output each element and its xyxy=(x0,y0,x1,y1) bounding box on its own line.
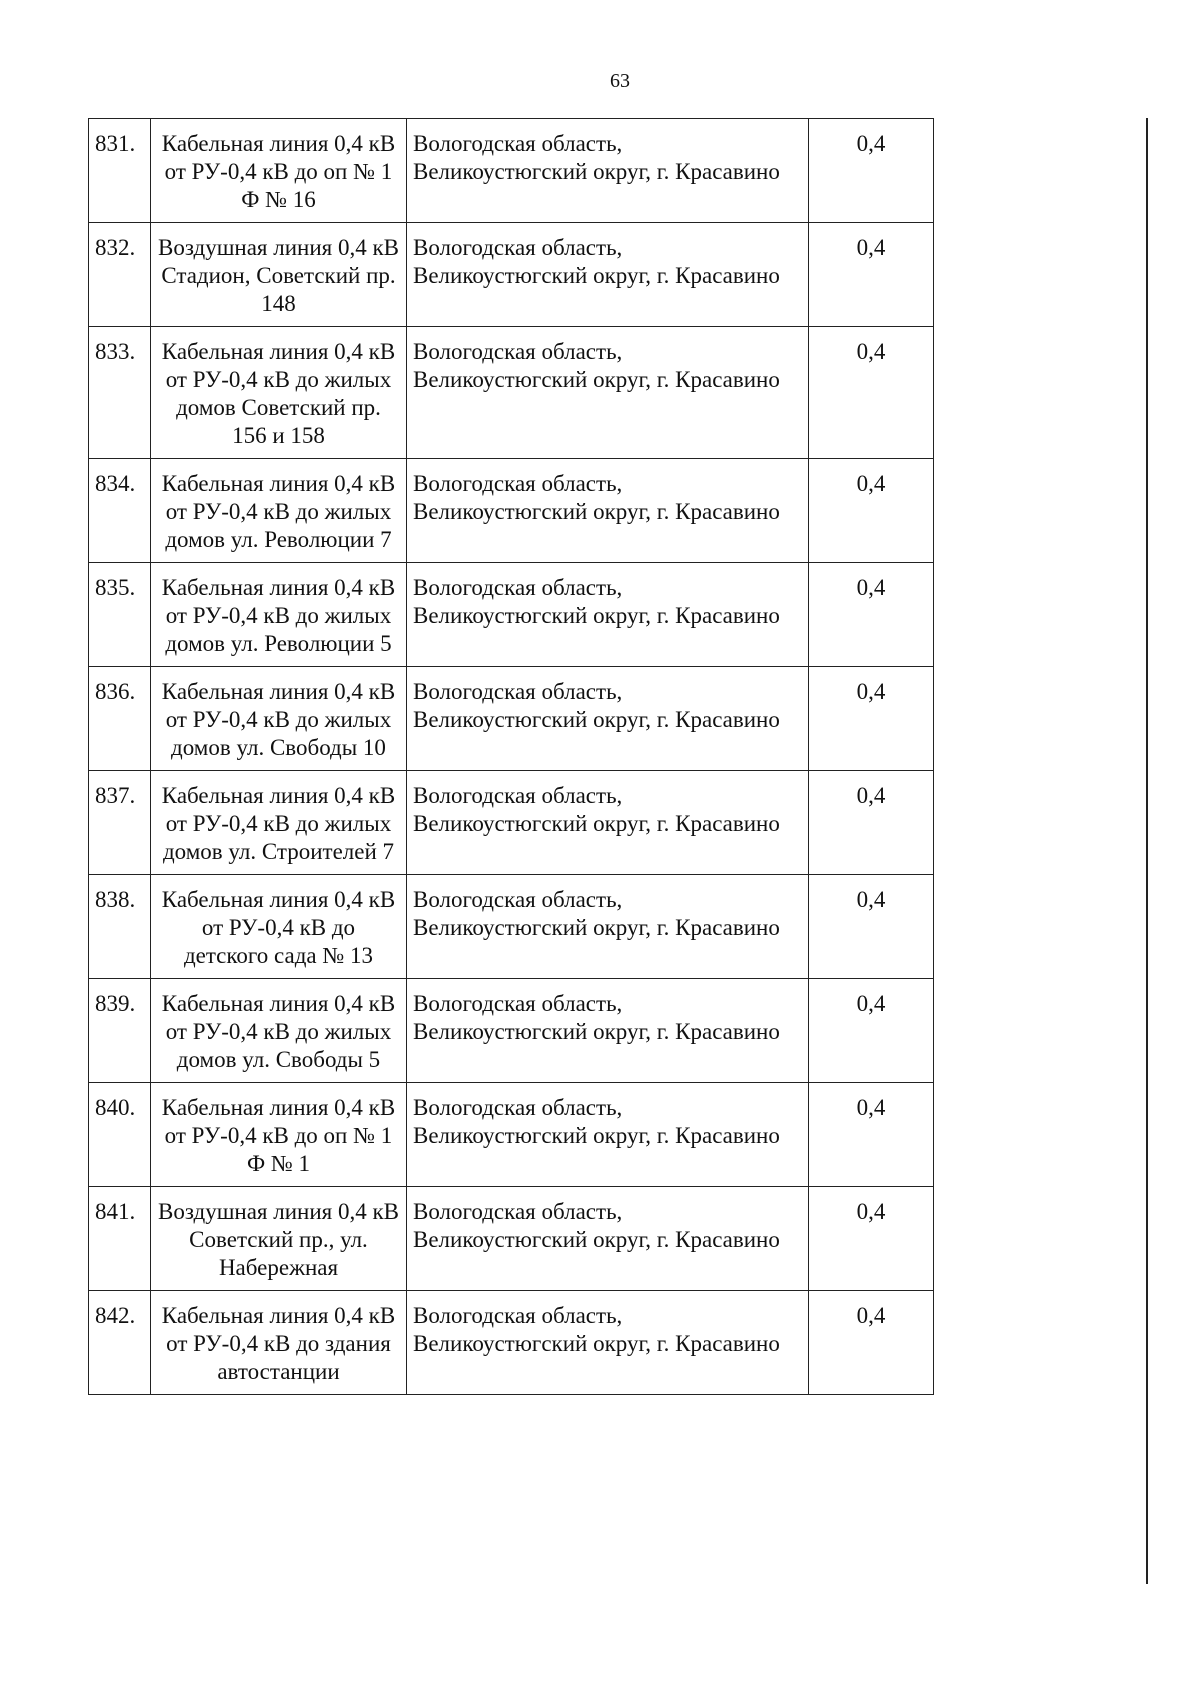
voltage-value: 0,4 xyxy=(809,1083,934,1187)
object-location: Вологодская область, Великоустюгский округ, г. Красавино xyxy=(407,667,809,771)
table-row xyxy=(89,459,934,563)
object-name: Воздушная линия 0,4 кВ Советский пр., ул. Набережная xyxy=(151,1187,407,1291)
registry-table xyxy=(88,118,934,1395)
object-name: Кабельная линия 0,4 кВ от РУ-0,4 кВ до оп № 1 Ф № 16 xyxy=(151,119,407,223)
table-row xyxy=(89,667,934,771)
voltage-value: 0,4 xyxy=(809,979,934,1083)
object-location: Вологодская область, Великоустюгский округ, г. Красавино xyxy=(407,979,809,1083)
page-number: 63 xyxy=(610,70,630,92)
row-number: 838. xyxy=(89,875,151,979)
object-location: Вологодская область, Великоустюгский округ, г. Красавино xyxy=(407,563,809,667)
table-row xyxy=(89,875,934,979)
table-row xyxy=(89,327,934,459)
voltage-value: 0,4 xyxy=(809,771,934,875)
voltage-value: 0,4 xyxy=(809,667,934,771)
object-name: Кабельная линия 0,4 кВ от РУ-0,4 кВ до жилых домов ул. Революции 5 xyxy=(151,563,407,667)
object-location: Вологодская область, Великоустюгский округ, г. Красавино xyxy=(407,1083,809,1187)
table-row xyxy=(89,1291,934,1395)
object-name: Кабельная линия 0,4 кВ от РУ-0,4 кВ до жилых домов ул. Строителей 7 xyxy=(151,771,407,875)
object-name: Кабельная линия 0,4 кВ от РУ-0,4 кВ до жилых домов ул. Революции 7 xyxy=(151,459,407,563)
voltage-value: 0,4 xyxy=(809,459,934,563)
object-location: Вологодская область, Великоустюгский округ, г. Красавино xyxy=(407,327,809,459)
row-number: 834. xyxy=(89,459,151,563)
table-row xyxy=(89,771,934,875)
row-number: 835. xyxy=(89,563,151,667)
object-location: Вологодская область, Великоустюгский округ, г. Красавино xyxy=(407,771,809,875)
object-name: Кабельная линия 0,4 кВ от РУ-0,4 кВ до детского сада № 13 xyxy=(151,875,407,979)
table-row xyxy=(89,1083,934,1187)
table-row xyxy=(89,1187,934,1291)
voltage-value: 0,4 xyxy=(809,327,934,459)
right-margin-rule xyxy=(1146,118,1148,1584)
voltage-value: 0,4 xyxy=(809,1291,934,1395)
voltage-value: 0,4 xyxy=(809,875,934,979)
object-location: Вологодская область, Великоустюгский округ, г. Красавино xyxy=(407,875,809,979)
row-number: 837. xyxy=(89,771,151,875)
object-location: Вологодская область, Великоустюгский округ, г. Красавино xyxy=(407,1291,809,1395)
table-row xyxy=(89,223,934,327)
object-name: Воздушная линия 0,4 кВ Стадион, Советский пр. 148 xyxy=(151,223,407,327)
voltage-value: 0,4 xyxy=(809,223,934,327)
row-number: 842. xyxy=(89,1291,151,1395)
voltage-value: 0,4 xyxy=(809,1187,934,1291)
table-row xyxy=(89,979,934,1083)
object-location: Вологодская область, Великоустюгский округ, г. Красавино xyxy=(407,1187,809,1291)
object-name: Кабельная линия 0,4 кВ от РУ-0,4 кВ до жилых домов Советский пр. 156 и 158 xyxy=(151,327,407,459)
object-name: Кабельная линия 0,4 кВ от РУ-0,4 кВ до жилых домов ул. Свободы 10 xyxy=(151,667,407,771)
row-number: 840. xyxy=(89,1083,151,1187)
voltage-value: 0,4 xyxy=(809,563,934,667)
object-location: Вологодская область, Великоустюгский округ, г. Красавино xyxy=(407,119,809,223)
table-row xyxy=(89,563,934,667)
row-number: 839. xyxy=(89,979,151,1083)
object-location: Вологодская область, Великоустюгский округ, г. Красавино xyxy=(407,223,809,327)
object-name: Кабельная линия 0,4 кВ от РУ-0,4 кВ до здания автостанции xyxy=(151,1291,407,1395)
row-number: 831. xyxy=(89,119,151,223)
object-name: Кабельная линия 0,4 кВ от РУ-0,4 кВ до жилых домов ул. Свободы 5 xyxy=(151,979,407,1083)
row-number: 833. xyxy=(89,327,151,459)
row-number: 836. xyxy=(89,667,151,771)
voltage-value: 0,4 xyxy=(809,119,934,223)
object-location: Вологодская область, Великоустюгский округ, г. Красавино xyxy=(407,459,809,563)
row-number: 832. xyxy=(89,223,151,327)
table-row xyxy=(89,119,934,223)
row-number: 841. xyxy=(89,1187,151,1291)
object-name: Кабельная линия 0,4 кВ от РУ-0,4 кВ до оп № 1 Ф № 1 xyxy=(151,1083,407,1187)
